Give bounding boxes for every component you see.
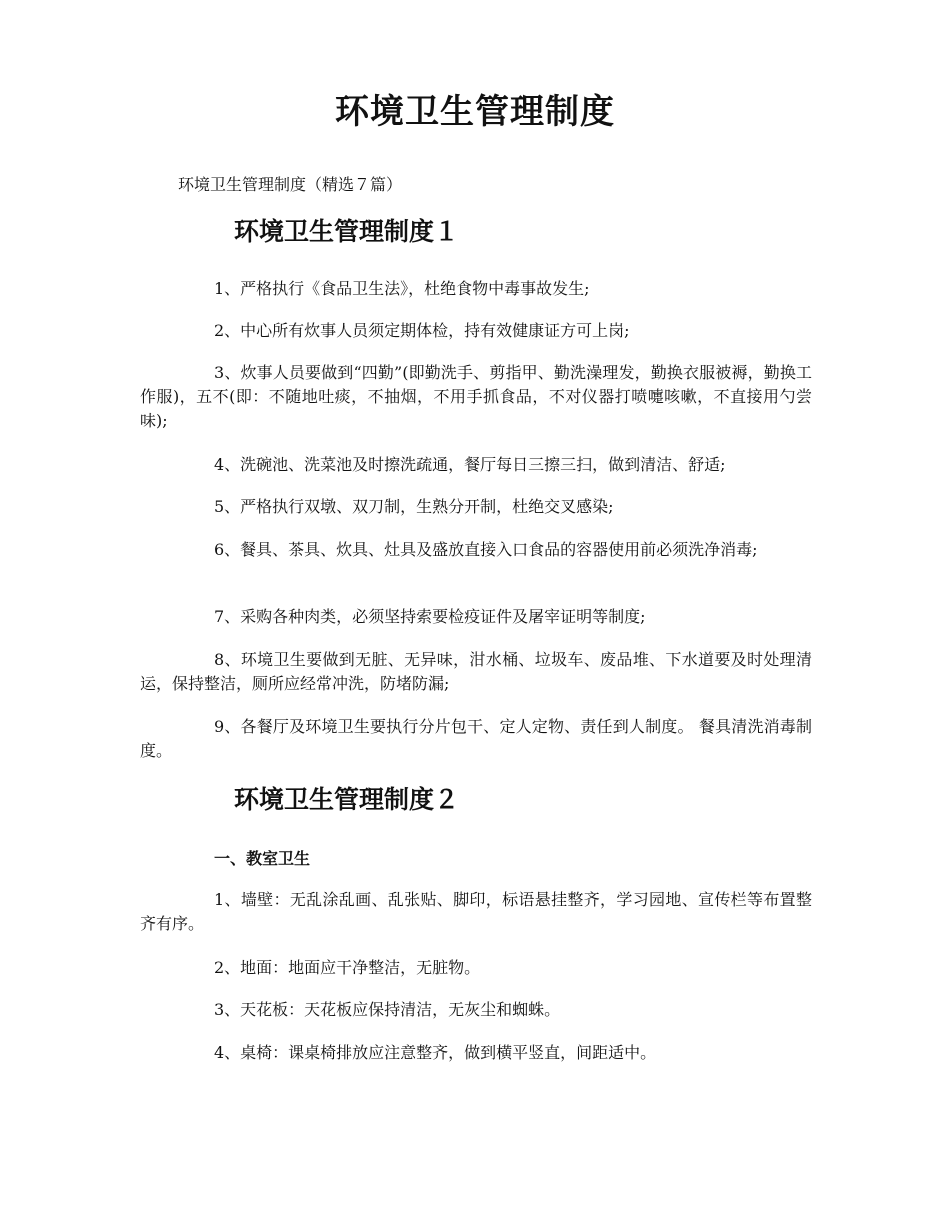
document-title: 环境卫生管理制度 [335,92,615,132]
section-2-item-3: 3、天花板：天花板应保持清洁，无灰尘和蜘蛛。 [214,1000,561,1019]
document-subtitle: 环境卫生管理制度（精选７篇） [178,175,403,194]
section-1-item-6: 6、餐具、茶具、炊具、灶具及盛放直接入口食品的容器使用前必须洗净消毒; [214,540,758,559]
section-1-heading: 环境卫生管理制度１ [234,217,460,246]
section-1-item-8: 8、环境卫生要做到无脏、无异味，泔水桶、垃圾车、废品堆、下水道要及时处理清运，保持整洁，厕所应经常冲洗，防堵防漏; [140,650,812,693]
section-1-item-3: 3、炊事人员要做到“四勤”(即勤洗手、剪指甲、勤洗澡理发，勤换衣服被褥，勤换工作服)，五不(即：不随地吐痰，不抽烟，不用手抓食品，不对仪器打喷嚏咳嗽，不直接用勺尝味); [140,363,812,430]
section-1-item-5: 5、严格执行双墩、双刀制，生熟分开制，杜绝交叉感染; [214,497,614,516]
section-2-item-4: 4、桌椅：课桌椅排放应注意整齐，做到横平竖直，间距适中。 [214,1043,657,1062]
section-1-item-1: 1、严格执行《食品卫生法》，杜绝食物中毒事故发生; [214,279,590,298]
section-1-item-4: 4、洗碗池、洗菜池及时擦洗疏通，餐厅每日三擦三扫，做到清洁、舒适; [214,455,726,474]
section-2-item-1: 1、墙壁：无乱涂乱画、乱张贴、脚印，标语悬挂整齐，学习园地、宣传栏等布置整齐有序。 [140,890,812,933]
section-2-heading: 环境卫生管理制度２ [234,785,460,814]
section-1-item-2: 2、中心所有炊事人员须定期体检，持有效健康证方可上岗; [214,321,630,340]
section-2-subheading: 一、教室卫生 [214,849,311,868]
section-2-item-2: 2、地面：地面应干净整洁，无脏物。 [214,958,481,977]
section-1-item-9: 9、各餐厅及环境卫生要执行分片包干、定人定物、责任到人制度。 餐具清洗消毒制度。 [140,717,812,760]
section-1-item-7: 7、采购各种肉类，必须坚持索要检疫证件及屠宰证明等制度; [214,607,646,626]
